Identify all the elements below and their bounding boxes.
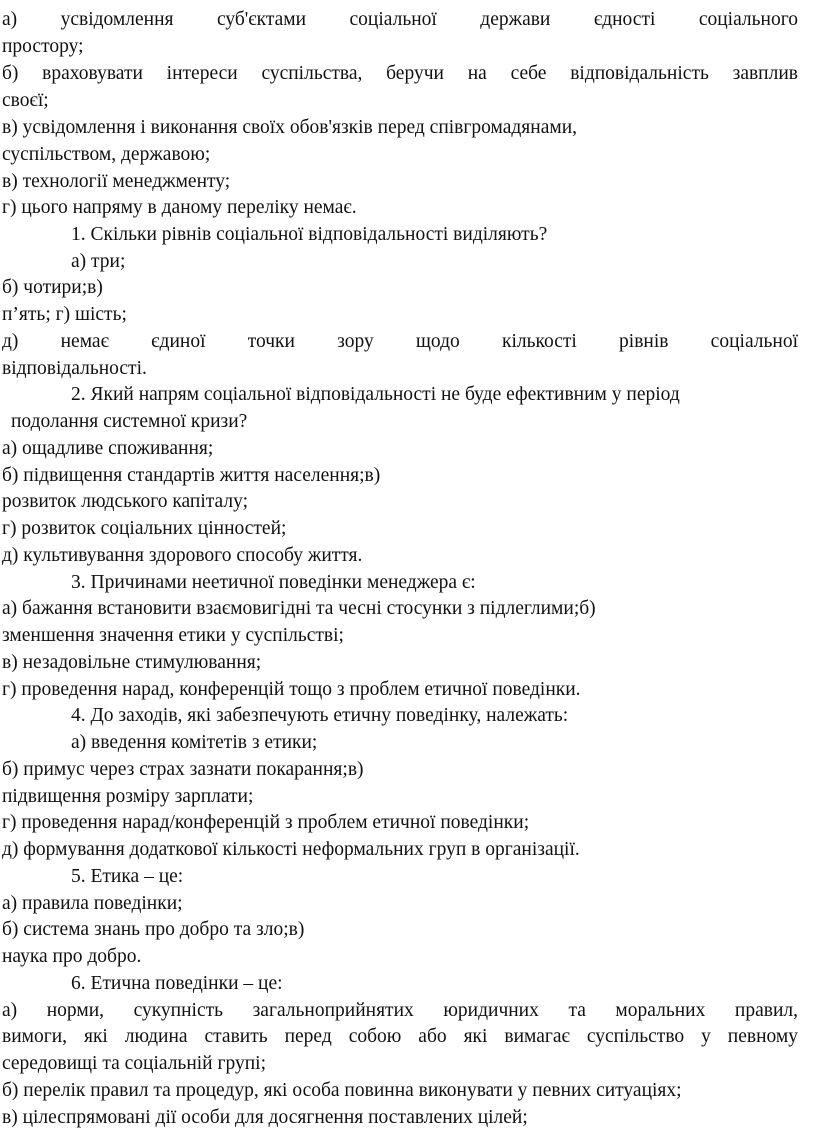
q1-answer-d-line-1: д) немає єдиної точки зору щодо кількості рівнів соціальної — [2, 331, 798, 352]
q4-answer-a: а) введення комітетів з етики; — [71, 732, 318, 753]
q4-answer-v: підвищення розміру зарплати; — [2, 786, 254, 807]
q1-answer-b: б) чотири;в) — [2, 277, 103, 298]
q6-answer-b: б) перелік правил та процедур, які особа повинна виконувати у певних ситуаціях; — [2, 1080, 682, 1101]
q2-answer-b: б) підвищення стандартів життя населення;в) — [2, 465, 381, 486]
q3-answer-b: зменшення значення етики у суспільстві; — [2, 625, 344, 646]
q6-answer-a-line-1: а) норми, сукупність загальноприйнятих юридичних та моральних правил, — [2, 1000, 798, 1021]
question-5: 5. Етика – це: — [71, 866, 184, 887]
question-1: 1. Скільки рівнів соціальної відповідальності виділяють? — [71, 224, 548, 245]
q4-answer-b: б) примус через страх зазнати покарання;в) — [2, 759, 364, 780]
q4-answer-g: г) проведення нарад/конференцій з проблем етичної поведінки; — [2, 812, 530, 833]
question-2-line-1: 2. Який напрям соціальної відповідальності не буде ефективним у період — [71, 384, 680, 405]
answer-a-line-2: простору; — [2, 36, 84, 57]
answer-g-none: г) цього напряму в даному переліку немає. — [2, 197, 357, 218]
question-3: 3. Причинами неетичної поведінки менеджера є: — [71, 572, 476, 593]
q5-answer-b: б) система знань про добро та зло;в) — [2, 919, 305, 940]
q2-answer-d: д) культивування здорового способу життя. — [2, 545, 363, 566]
q2-answer-g: г) розвиток соціальних цінностей; — [2, 518, 287, 539]
answer-v-line-1: в) усвідомлення і виконання своїх обов'язків перед співгромадянами, — [2, 117, 578, 138]
q3-answer-v: в) незадовільне стимулювання; — [2, 652, 262, 673]
answer-b-line-1: б) враховувати інтереси суспільства, беручи на себе відповідальність завплив — [2, 63, 798, 84]
answer-v-technology: в) технології менеджменту; — [2, 171, 231, 192]
answer-b-line-2: своєї; — [2, 90, 49, 111]
question-6: 6. Етична поведінки – це: — [71, 973, 283, 994]
q6-answer-a-line-3: середовищі та соціальній групі; — [2, 1053, 266, 1074]
q5-answer-v: наука про добро. — [2, 946, 142, 967]
q1-answer-a: а) три; — [71, 251, 126, 272]
q5-answer-a: а) правила поведінки; — [2, 893, 183, 914]
question-4: 4. До заходів, які забезпечують етичну поведінку, належать: — [71, 705, 569, 726]
q4-answer-d: д) формування додаткової кількості неформальних груп в організації. — [2, 839, 580, 860]
q3-answer-g: г) проведення нарад, конференцій тощо з проблем етичної поведінки. — [2, 679, 581, 700]
question-2-line-2: подолання системної кризи? — [11, 411, 248, 432]
q6-answer-a-line-2: вимоги, які людина ставить перед собою або які вимагає суспільство у певному — [2, 1026, 798, 1047]
answer-a-line-1: а) усвідомлення суб'єктами соціальної держави єдності соціального — [2, 9, 798, 30]
q3-answer-a: а) бажання встановити взаємовигідні та чесні стосунки з підлеглими;б) — [2, 598, 596, 619]
q6-answer-v: в) цілеспрямовані дії особи для досягнення поставлених цілей; — [2, 1107, 528, 1128]
answer-v-line-2: суспільством, державою; — [2, 144, 211, 165]
q1-answer-v-g: п’ять; г) шість; — [2, 304, 127, 325]
q1-answer-d-line-2: відповідальності. — [2, 358, 147, 379]
q2-answer-v: розвиток людського капіталу; — [2, 491, 249, 512]
q2-answer-a: а) ощадливе споживання; — [2, 438, 214, 459]
